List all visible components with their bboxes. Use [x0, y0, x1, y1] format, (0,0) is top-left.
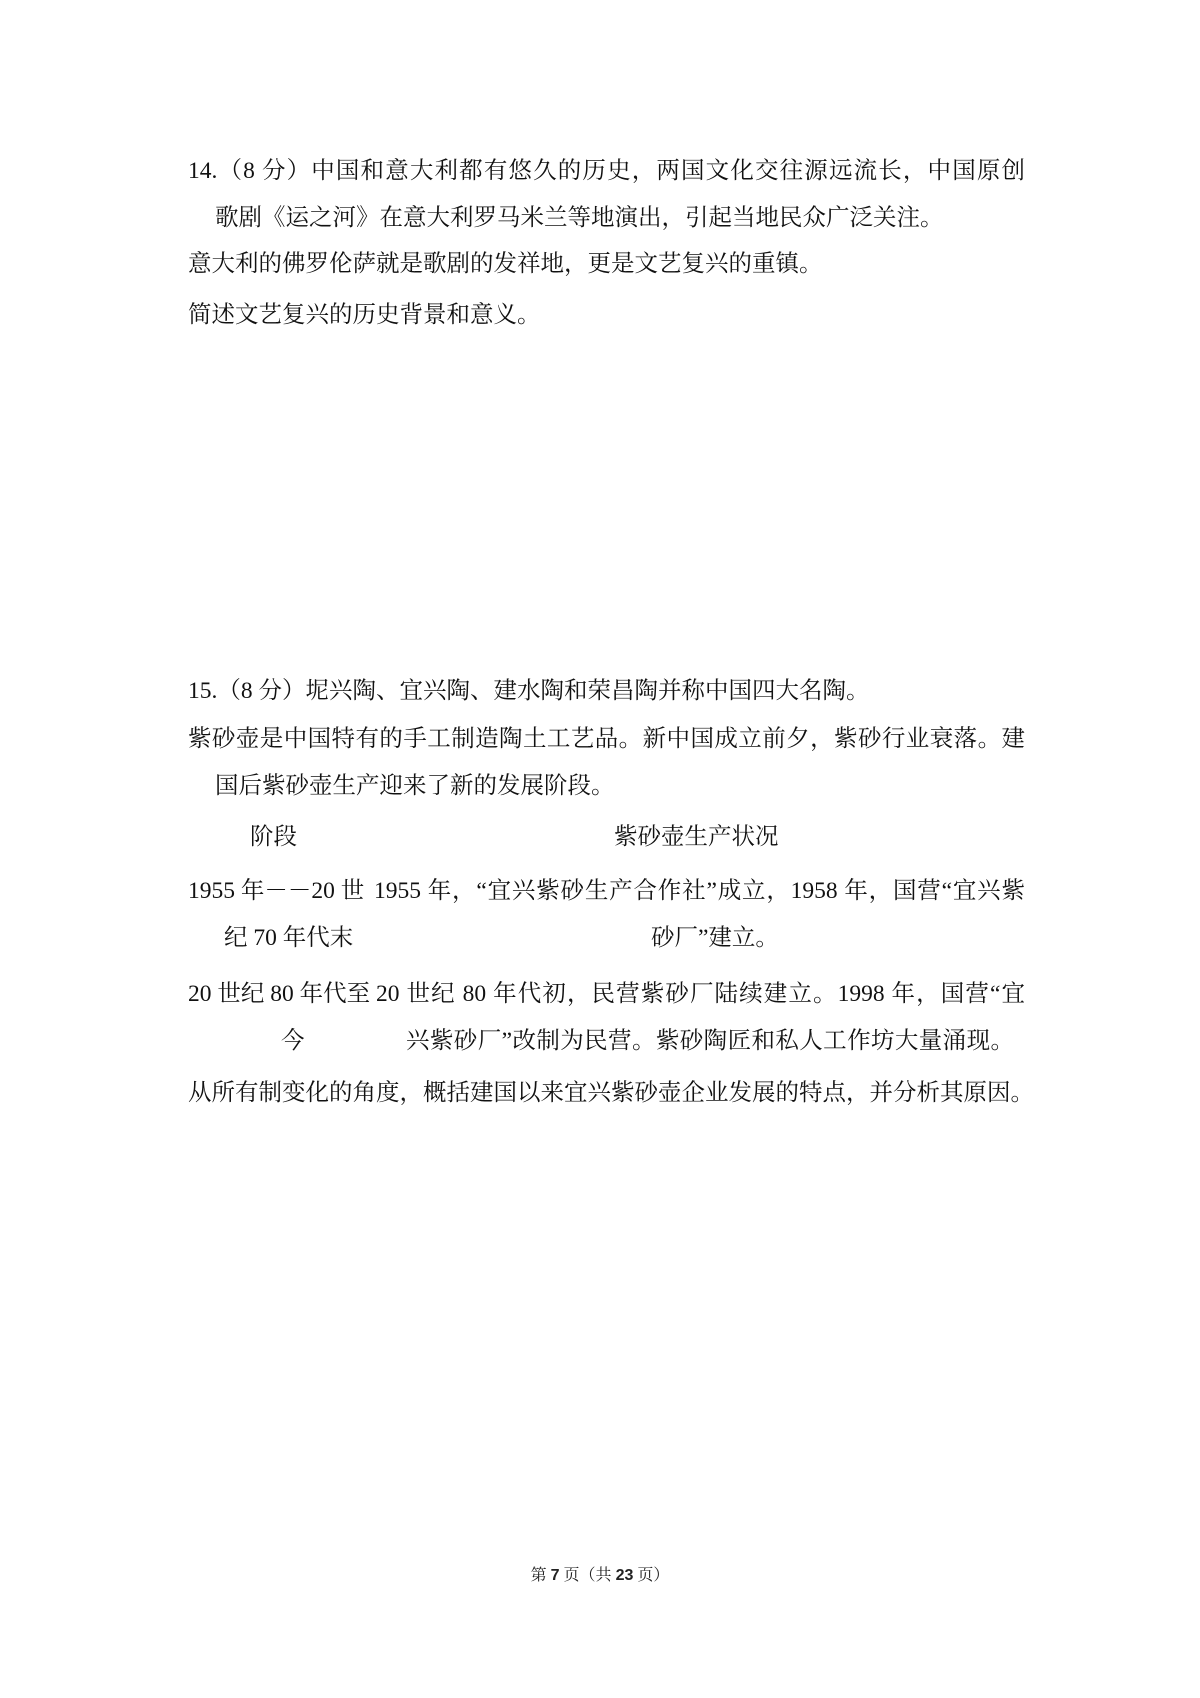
table-cell-status: 20 世纪 80 年代初，民营紫砂厂陆续建立。1998 年，国营“宜 [376, 981, 1025, 1007]
table-cell-status-cont: 兴紫砂厂”改制为民营。紫砂陶匠和私人工作坊大量涌现。 [406, 1028, 1014, 1054]
question-15-line-1: 15.（8 分）坭兴陶、宜兴陶、建水陶和荣昌陶并称中国四大名陶。 [188, 678, 870, 704]
table-cell-stage: 20 世纪 80 年代至 [188, 981, 371, 1007]
total-page-count: 23 [615, 1567, 634, 1584]
table-cell-status-cont: 砂厂”建立。 [651, 925, 779, 951]
question-15-line-3: 国后紫砂壶生产迎来了新的发展阶段。 [215, 773, 615, 799]
question-14-line-3: 意大利的佛罗伦萨就是歌剧的发祥地，更是文艺复兴的重镇。 [188, 251, 823, 277]
question-14-line-1: 14.（8 分）中国和意大利都有悠久的历史，两国文化交往源远流长，中国原创 [188, 158, 1025, 184]
table-cell-stage-cont: 今 [281, 1028, 305, 1054]
question-14-prompt: 简述文艺复兴的历史背景和意义。 [188, 302, 541, 328]
question-14-line-2: 歌剧《运之河》在意大利罗马米兰等地演出，引起当地民众广泛关注。 [215, 205, 944, 231]
current-page-number: 7 [550, 1567, 560, 1584]
footer-suffix: 页） [633, 1567, 670, 1584]
table-cell-stage: 1955 年－－20 世 [188, 878, 365, 904]
page-footer [0, 1566, 1200, 1586]
footer-middle: 页（共 [559, 1567, 616, 1584]
table-cell-stage-cont: 纪 70 年代末 [224, 925, 354, 951]
footer-prefix: 第 [530, 1567, 551, 1584]
question-15-line-2: 紫砂壶是中国特有的手工制造陶土工艺品。新中国成立前夕，紫砂行业衰落。建 [188, 726, 1025, 752]
table-header-status: 紫砂壶生产状况 [614, 824, 779, 850]
question-15-prompt: 从所有制变化的角度，概括建国以来宜兴紫砂壶企业发展的特点，并分析其原因。 [188, 1080, 1034, 1106]
table-header-stage: 阶段 [250, 824, 297, 850]
table-cell-status: 1955 年，“宜兴紫砂生产合作社”成立，1958 年，国营“宜兴紫 [374, 878, 1025, 904]
